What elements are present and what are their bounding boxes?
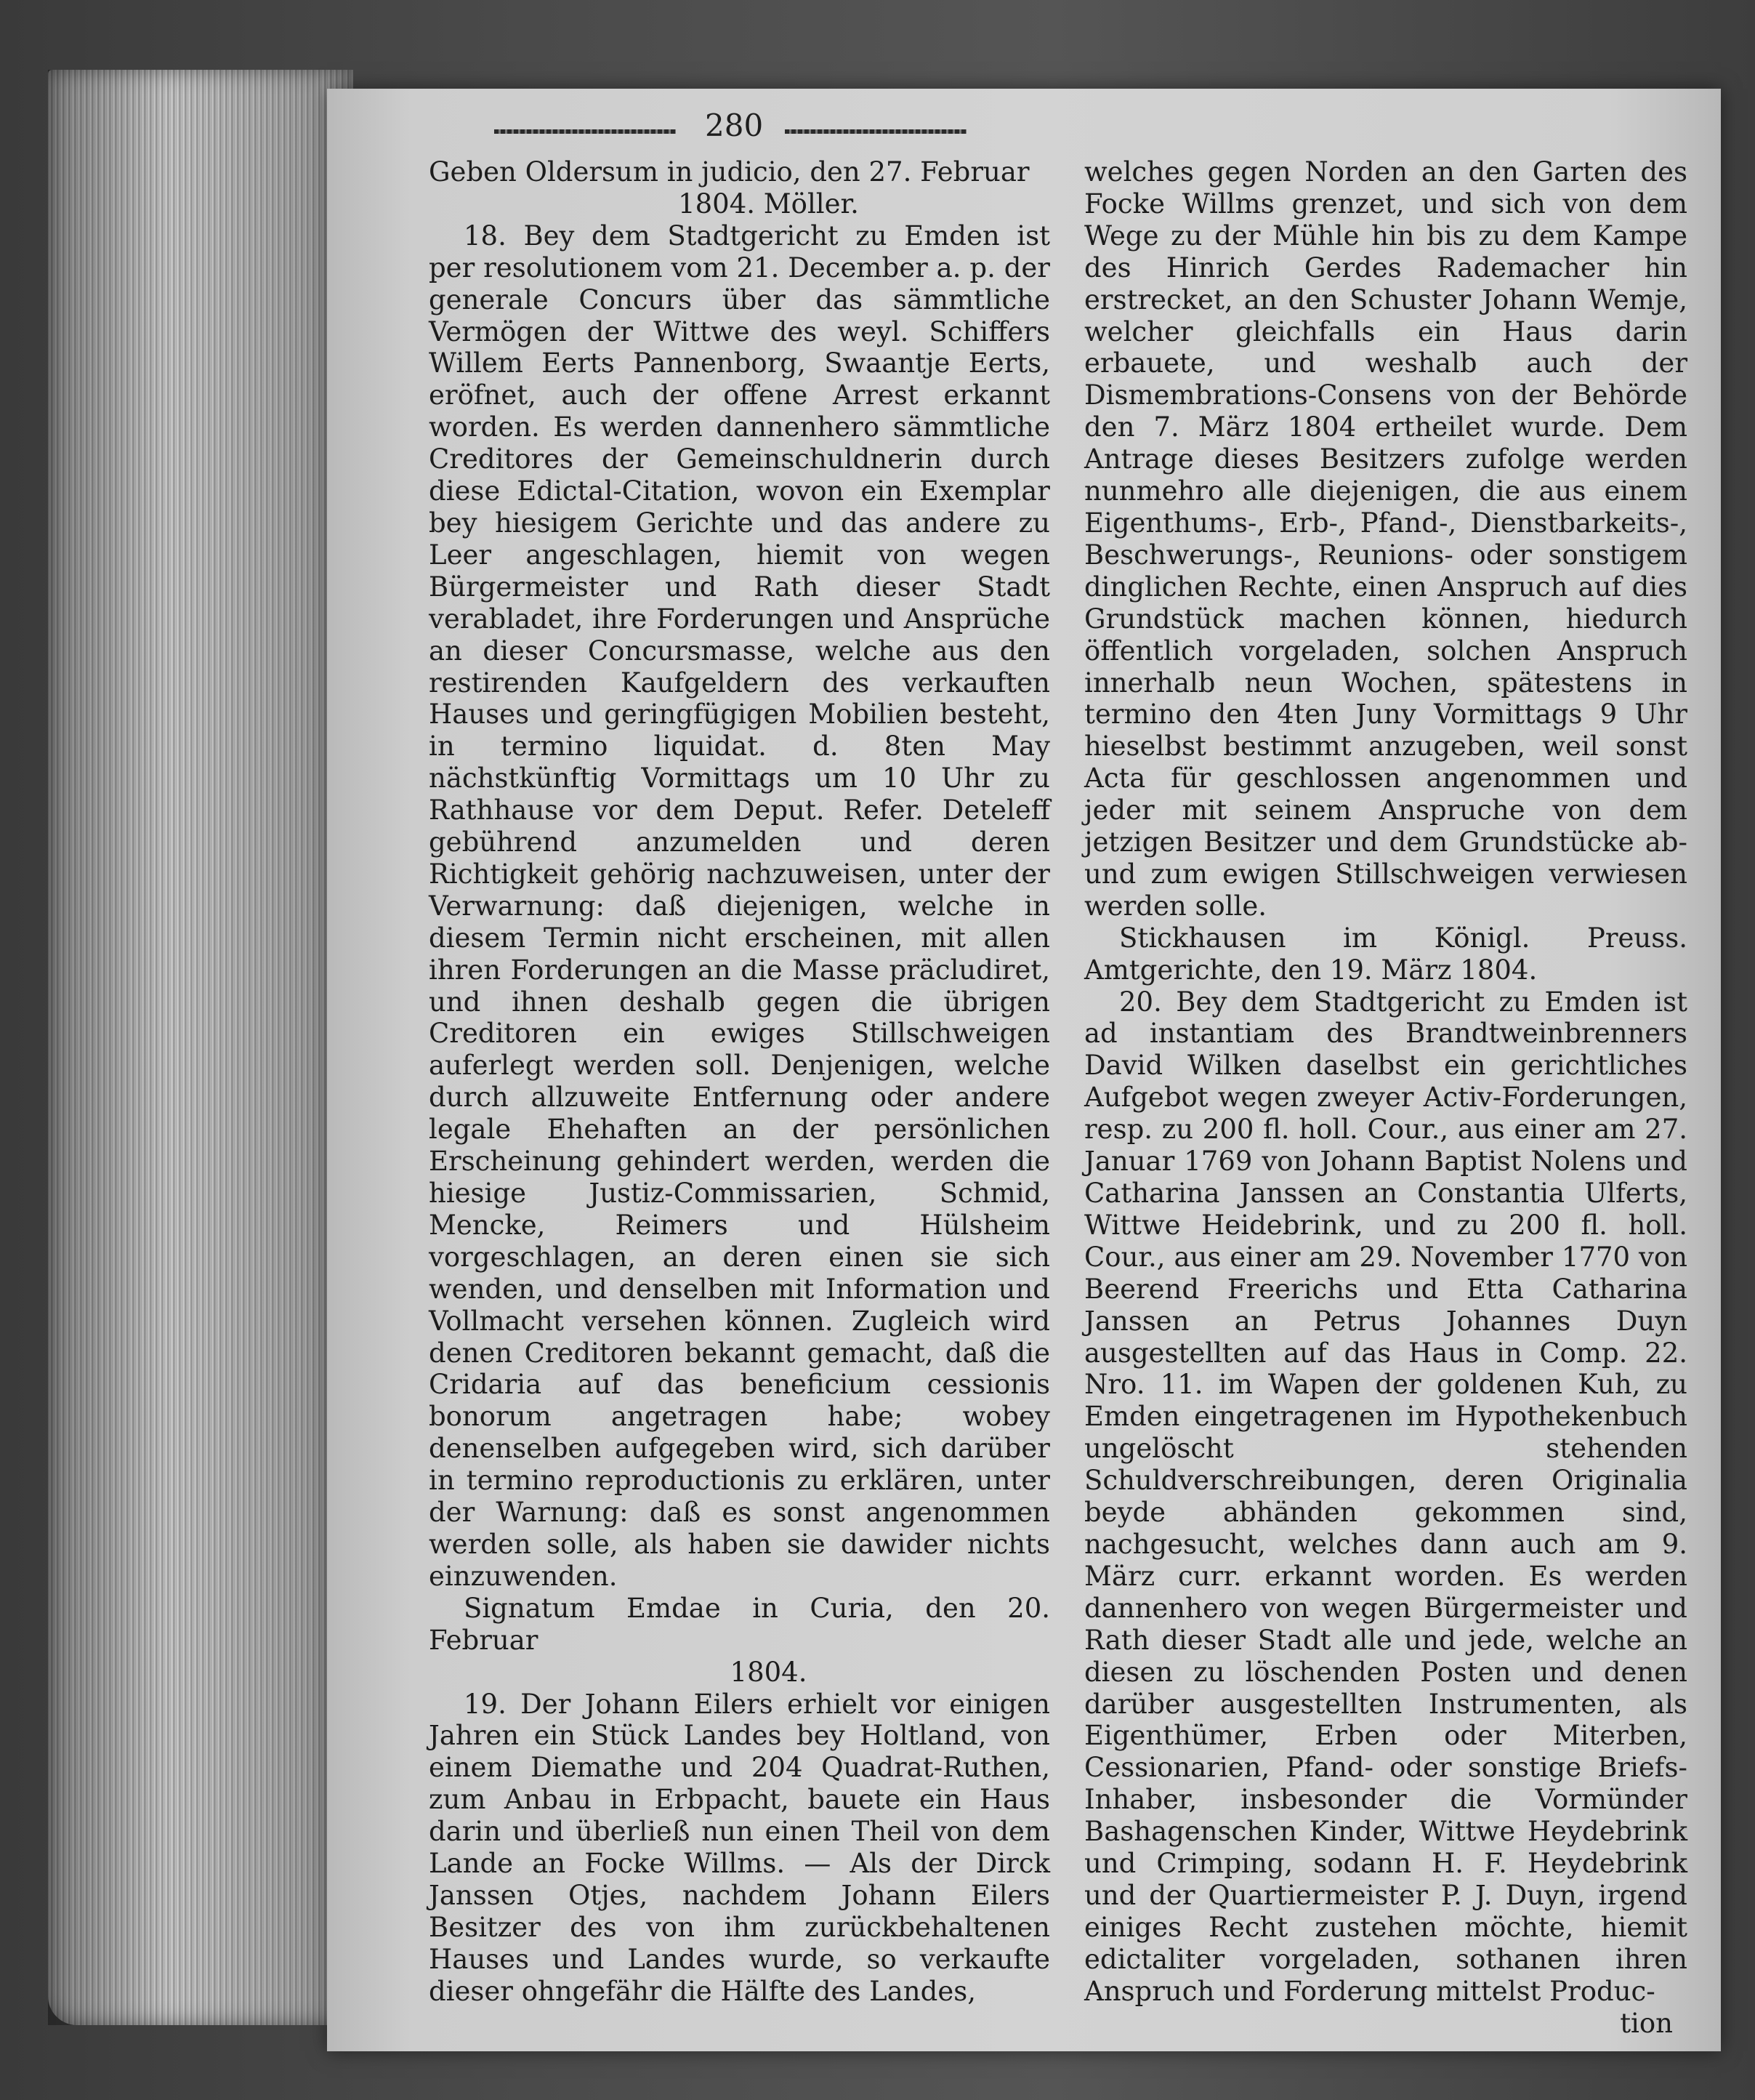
- paragraph: 19. Der Johann Eilers erhielt vor einigen Jahren ein Stück Landes bey Holtland, von einem Diemathe und 204 Quadrat-Ruthen, zum Anbau in Erbpacht, bauete ein Haus darin und überließ nun einen Theil von dem Lande an Focke Willms. — Als der Dirck Janssen Otjes, nachdem Johann Eilers Besitzer des von ihm zurückbehaltenen Hauses und Landes wurde, so verkaufte dieser ohngefähr die Hälfte des Landes,: [429, 1688, 1050, 2007]
- book-edge-shadow: [48, 70, 353, 2025]
- right-text-column: [1084, 156, 1687, 2039]
- page-number: 280: [705, 108, 764, 143]
- header-ornament-left: [494, 129, 676, 134]
- page-header: [494, 108, 1046, 151]
- paragraph: 20. Bey dem Stadtgericht zu Emden ist ad instantiam des Brandtweinbrenners David Wilken daselbst ein gerichtliches Aufgebot wegen zweyer Activ-Forderungen, resp. zu 200 fl. holl. Cour., aus einer am 27. Januar 1769 von Johann Baptist Nolens und Catharina Janssen an Constantia Ulferts, Wittwe Heidebrink, und zu 200 fl. holl. Cour., aus einer am 29. November 1770 von Beerend Freerichs und Etta Catharina Janssen an Petrus Johannes Duyn ausgestellten auf das Haus in Comp. 22. Nro. 11. im Wapen der goldenen Kuh, zu Emden eingetragenen im Hypothekenbuch ungelöscht stehenden Schuldverschreibungen, deren Originalia beyde abhänden gekommen sind, nachgesucht, welches dann auch am 9. März curr. erkannt worden. Es werden dannenhero von wegen Bürgermeister und Rath dieser Stadt alle und jede, welche an diesen zu löschenden Posten und denen darüber ausgestellten Instrumenten, als Eigenthümer, Erben oder Miterben, Cessionarien, Pfand- oder sonstige Briefs-Inhaber, insbesonder die Vormünder Bashagenschen Kinder, Wittwe Heydebrink und Crimping, sodann H. F. Heydebrink und der Quartiermeister P. J. Duyn, irgend einiges Recht zustehen möchte, hiemit edictaliter vorgeladen, sothanen ihren Anspruch und Forderung mittelst Produc-: [1084, 986, 1687, 2007]
- paragraph: 18. Bey dem Stadtgericht zu Emden ist per resolutionem vom 21. December a. p. der generale Concurs über das sämmtliche Vermögen der Wittwe des weyl. Schiffers Willem Eerts Pannenborg, Swaantje Eerts, eröfnet, auch der offene Arrest erkannt worden. Es werden dannenhero sämmtliche Creditores der Gemeinschuldnerin durch diese Edictal-Citation, wovon ein Exemplar bey hiesigem Gerichte und das andere zu Leer angeschlagen, hiemit von wegen Bürgermeister und Rath dieser Stadt verabladet, ihre Forderungen und Ansprüche an dieser Concursmasse, welche aus den restirenden Kaufgeldern des verkauften Hauses und geringfügigen Mobilien besteht, in termino liquidat. d. 8ten May nächstkünftig Vormittags um 10 Uhr zu Rathhause vor dem Deput. Refer. Deteleff gebührend anzumelden und deren Richtigkeit gehörig nachzuweisen, unter der Verwarnung: daß diejenigen, welche in diesem Termin nicht erscheinen, mit allen ihren Forderungen an die Masse präcludiret, und ihnen deshalb gegen die übrigen Creditoren ein ewiges Stillschweigen auferlegt werden soll. Denjenigen, welche durch allzuweite Entfernung oder andere legale Ehehaften an der persönlichen Erscheinung gehindert werden, werden die hiesige Justiz-Commissarien, Schmid, Mencke, Reimers und Hülsheim vorgeschlagen, an deren einen sie sich wenden, und denselben mit Information und Vollmacht versehen können. Zugleich wird denen Creditoren bekannt gemacht, daß die Cridaria auf das beneficium cessionis bonorum angetragen habe; wobey denenselben aufgegeben wird, sich darüber in termino reproductionis zu erklären, unter der Warnung: daß es sonst angenommen werden solle, als haben sie dawider nichts einzuwenden.: [429, 220, 1050, 1592]
- paragraph: 1804. Möller.: [678, 188, 859, 220]
- paragraph: tion: [1620, 2007, 1673, 2039]
- paragraph: Stickhausen im Königl. Preuss. Amtgerichte, den 19. März 1804.: [1084, 922, 1687, 986]
- left-text-column: [429, 156, 1050, 2008]
- paragraph: Geben Oldersum in judicio, den 27. Februar: [429, 156, 1030, 188]
- paragraph: 1804.: [730, 1656, 807, 1688]
- paragraph: welches gegen Norden an den Garten des Focke Willms grenzet, und sich von dem Wege zu der Mühle hin bis zu dem Kampe des Hinrich Gerdes Rademacher hin erstrecket, an den Schuster Johann Wemje, welcher gleichfalls ein Haus darin erbauete, und weshalb auch der Dismembrations-Consens von der Behörde den 7. März 1804 ertheilet wurde. Dem Antrage dieses Besitzers zufolge werden nunmehro alle diejenigen, die aus einem Eigenthums-, Erb-, Pfand-, Dienstbarkeits-, Beschwerungs-, Reunions- oder sonstigem dinglichen Rechte, einen Anspruch auf dies Grundstück machen können, hiedurch öffentlich vorgeladen, solchen Anspruch innerhalb neun Wochen, spätestens in termino den 4ten Juny Vormittags 9 Uhr hieselbst bestimmt anzugeben, weil sonst Acta für geschlossen angenommen und jeder mit seinem Anspruche von dem jetzigen Besitzer und dem Grundstücke ab- und zum ewigen Stillschweigen verwiesen werden solle.: [1084, 156, 1687, 922]
- paragraph: Signatum Emdae in Curia, den 20. Februar: [429, 1592, 1050, 1656]
- header-ornament-right: [785, 129, 967, 134]
